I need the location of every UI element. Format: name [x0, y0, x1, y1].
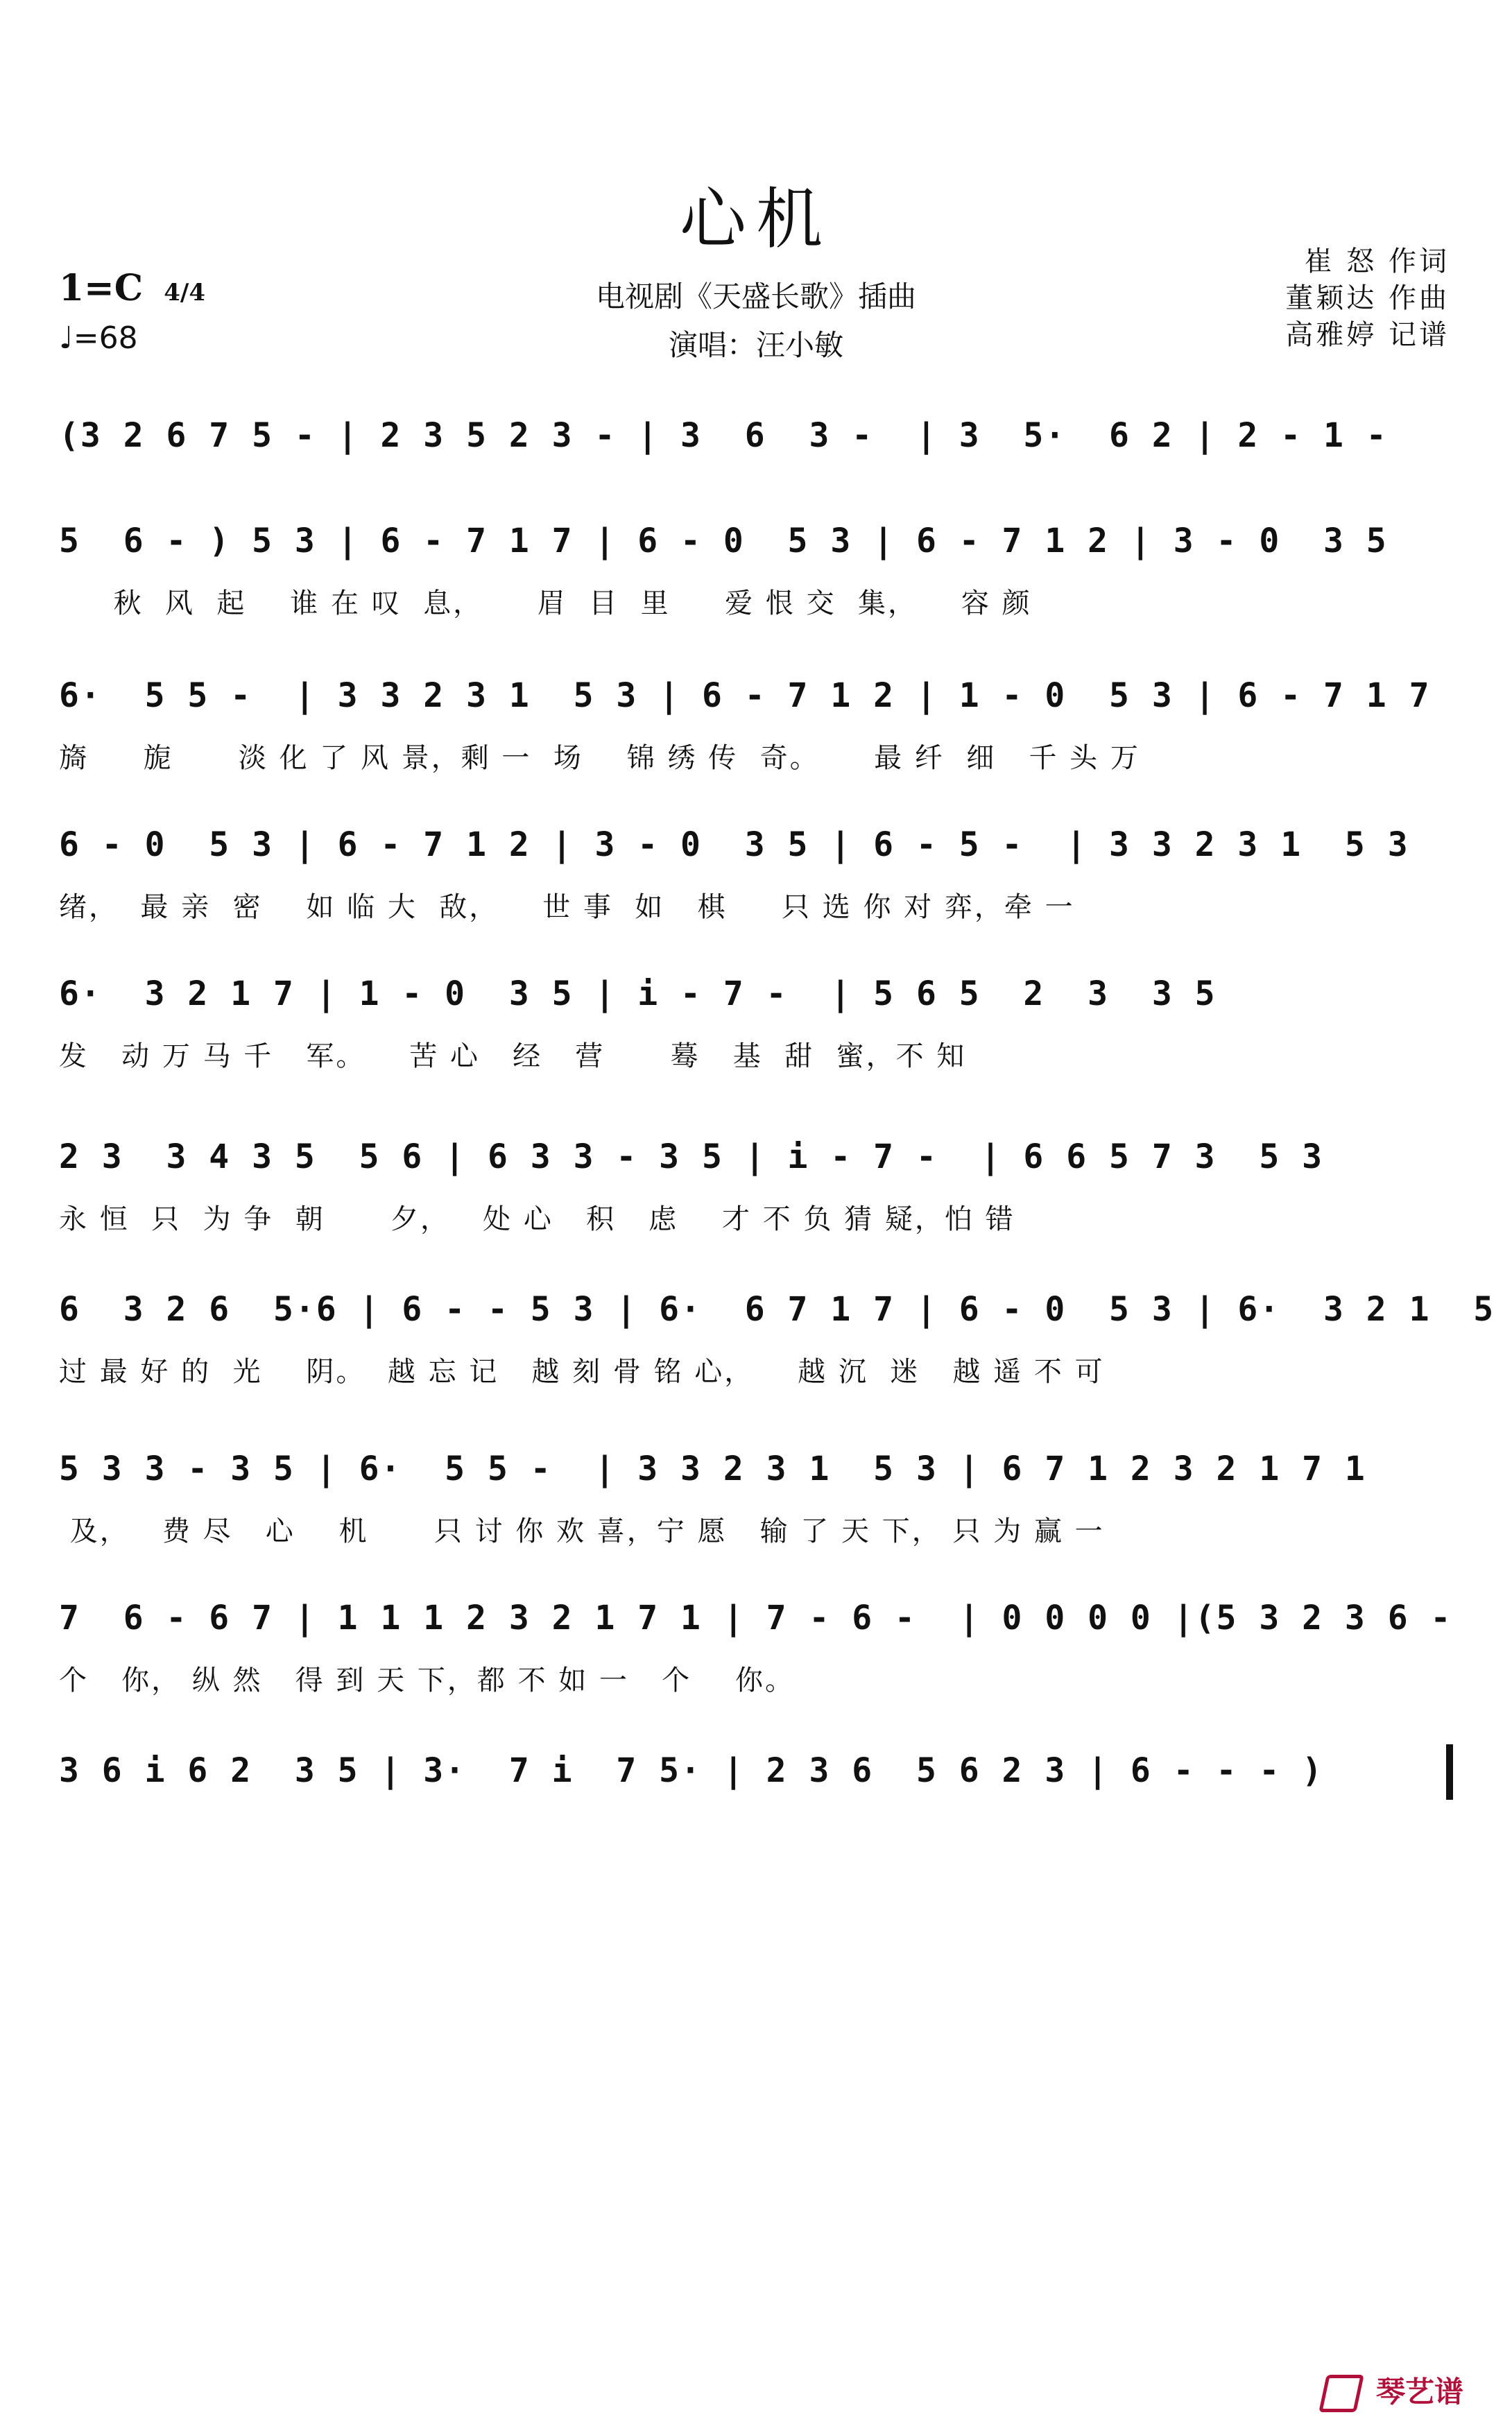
notation-line: 5 6 - ) 5 3 | 6 - 7 1 7 | 6 - 0 5 3 | 6 - 7 1 2 | 3 - 0 3 5: [59, 522, 1388, 560]
lyric-line: 个 你， 纵 然 得 到 天 下，都 不 如 一 个 你。: [59, 1665, 796, 1696]
key-signature: [59, 267, 205, 309]
key-label: 1=C: [59, 267, 144, 309]
lyric-line: 秋 风 起 谁 在 叹 息， 眉 目 里 爱 恨 交 集， 容 颜: [59, 587, 1032, 619]
site-logo: [1323, 2369, 1463, 2413]
notation-line: 6· 3 2 1 7 | 1 - 0 3 5 | i - 7 - | 5 6 5 2 3 3 5: [59, 974, 1217, 1013]
tempo-marking: ♩=68: [59, 320, 138, 356]
notation-line: 3 6 i 6 2 3 5 | 3· 7 i 7 5· | 2 3 6 5 6 2 3 | 6 - - - ): [59, 1751, 1324, 1790]
time-signature: 4/4: [164, 279, 205, 307]
notation-line: 2 3 3 4 3 5 5 6 | 6 3 3 - 3 5 | i - 7 - | 6 6 5 7 3 5 3: [59, 1137, 1324, 1176]
composer-credit: 董颖达 作曲: [1285, 282, 1450, 314]
notation-line: 6· 5 5 - | 3 3 2 3 1 5 3 | 6 - 7 1 2 | 1 - 0 5 3 | 6 - 7 1 7: [59, 676, 1431, 715]
song-subtitle: 电视剧《天盛长歌》插曲: [595, 280, 916, 313]
lyric-line: 及， 费 尽 心 机 只 讨 你 欢 喜，宁 愿 输 了 天 下， 只 为 赢 一: [59, 1515, 1105, 1547]
singer-credit: 演唱：汪小敏: [668, 328, 843, 362]
song-title: 心机: [680, 180, 832, 258]
lyric-line: 过 最 好 的 光 阴。 越 忘 记 越 刻 骨 铭 心， 越 沉 迷 越 遥 不 可: [59, 1356, 1105, 1388]
lyricist-credit: 崔 怒 作词: [1304, 246, 1450, 277]
lyric-line: 绪， 最 亲 密 如 临 大 敌， 世 事 如 棋 只 选 你 对 弈，牵 一: [59, 891, 1075, 923]
notation-line: 7 6 - 6 7 | 1 1 1 2 3 2 1 7 1 | 7 - 6 - | 0 0 0 0 |(5 3 2 3 6 -: [59, 1599, 1452, 1637]
lyric-line: 永 恒 只 为 争 朝 夕， 处 心 积 虑 才 不 负 猜 疑，怕 错: [59, 1203, 1015, 1235]
final-barline: [1446, 1744, 1453, 1800]
transcriber-credit: 高雅婷 记谱: [1285, 319, 1450, 351]
notation-line: 6 - 0 5 3 | 6 - 7 1 2 | 3 - 0 3 5 | 6 - 5 - | 3 3 2 3 1 5 3: [59, 825, 1409, 864]
notation-line: (3 2 6 7 5 - | 2 3 5 2 3 - | 3 6 3 - | 3 5· 6 2 | 2 - 1 -: [59, 416, 1388, 455]
notation-line: 6 3 2 6 5·6 | 6 - - 5 3 | 6· 6 7 1 7 | 6 - 0 5 3 | 6· 3 2 1 5: [59, 1290, 1495, 1329]
logo-text: 琴艺谱: [1375, 2374, 1463, 2409]
lyric-line: 发 动 万 马 千 军。 苦 心 经 营 蓦 基 甜 蜜，不 知: [59, 1040, 967, 1072]
lyric-line: 旖 旎 淡 化 了 风 景，剩 一 场 锦 绣 传 奇。 最 纤 细 千 头 万: [59, 742, 1140, 774]
notation-line: 5 3 3 - 3 5 | 6· 5 5 - | 3 3 2 3 1 5 3 | 6 7 1 2 3 2 1 7 1: [59, 1450, 1366, 1488]
logo-icon: [1319, 2375, 1364, 2412]
